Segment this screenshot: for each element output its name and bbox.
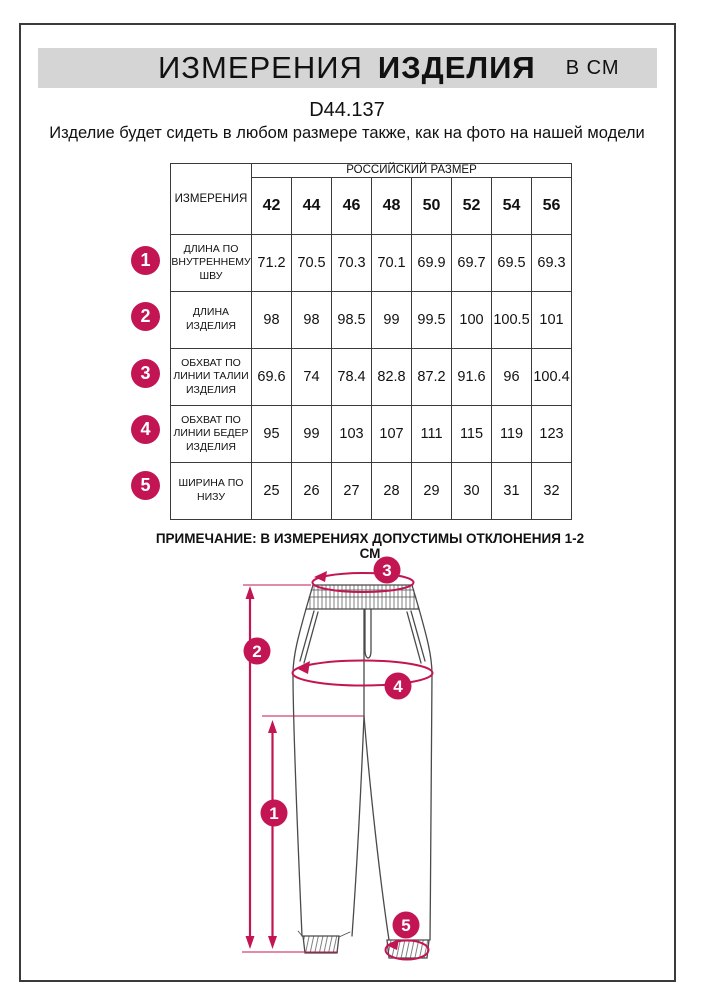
size-column-header: 50	[412, 178, 452, 235]
measurement-value: 29	[412, 463, 452, 520]
measurement-value: 25	[252, 463, 292, 520]
measurement-value: 70.1	[372, 235, 412, 292]
measurement-label: ШИРИНА ПО НИЗУ	[171, 463, 252, 520]
row-marker-5: 5	[131, 471, 160, 500]
size-column-header: 48	[372, 178, 412, 235]
measurement-label: ДЛИНА ПО ВНУТРЕННЕМУ ШВУ	[171, 235, 252, 292]
measurement-value: 70.5	[292, 235, 332, 292]
measurement-value: 91.6	[452, 349, 492, 406]
size-column-header: 46	[332, 178, 372, 235]
marker-number-4: 4	[393, 677, 403, 696]
hip-ellipse	[293, 661, 433, 686]
left-side-seam	[293, 609, 306, 936]
measurement-value: 119	[492, 406, 532, 463]
measurement-value: 100.4	[532, 349, 572, 406]
measurement-value: 26	[292, 463, 332, 520]
table-row	[171, 406, 572, 463]
row-marker-2: 2	[131, 302, 160, 331]
measurement-value: 95	[252, 406, 292, 463]
measurement-label: ДЛИНА ИЗДЕЛИЯ	[171, 292, 252, 349]
measurement-value: 69.9	[412, 235, 452, 292]
fit-note: Изделие будет сидеть в любом размере также, как на фото на нашей модели	[49, 124, 645, 142]
row-marker-4: 4	[131, 415, 160, 444]
table-corner-label: ИЗМЕРЕНИЯ	[171, 164, 252, 235]
table-row	[171, 463, 572, 520]
measurement-value: 100	[452, 292, 492, 349]
measurement-value: 99	[292, 406, 332, 463]
tolerance-note: ПРИМЕЧАНИЕ: В ИЗМЕРЕНИЯХ ДОПУСТИМЫ ОТКЛОНЕНИЯ 1-2 СМ	[155, 531, 585, 561]
left-inseam	[352, 716, 364, 936]
measurement-value: 100.5	[492, 292, 532, 349]
marker-number-2: 2	[252, 642, 262, 661]
measurement-value: 123	[532, 406, 572, 463]
measurement-value: 71.2	[252, 235, 292, 292]
pants-diagram	[236, 555, 448, 967]
size-column-header: 42	[252, 178, 292, 235]
measurement-value: 115	[452, 406, 492, 463]
measurement-value: 107	[372, 406, 412, 463]
measurement-value: 69.6	[252, 349, 292, 406]
title-units-label: В СМ	[565, 56, 620, 79]
title-measurements-label: ИЗМЕРЕНИЯ	[158, 50, 363, 85]
measurement-value: 87.2	[412, 349, 452, 406]
measurement-value: 70.3	[332, 235, 372, 292]
product-code: D44.137	[309, 99, 385, 121]
title-product-label: ИЗДЕЛИЯ	[377, 50, 536, 85]
measurement-value: 31	[492, 463, 532, 520]
measurement-value: 111	[412, 406, 452, 463]
measurement-value: 98.5	[332, 292, 372, 349]
size-column-header: 56	[532, 178, 572, 235]
measurement-value: 32	[532, 463, 572, 520]
measurement-value: 30	[452, 463, 492, 520]
table-row	[171, 349, 572, 406]
measurement-value: 96	[492, 349, 532, 406]
measurement-overlay	[242, 557, 433, 960]
left-cuff	[303, 936, 339, 953]
measurement-value: 69.5	[492, 235, 532, 292]
size-column-header: 52	[452, 178, 492, 235]
marker-number-5: 5	[401, 916, 411, 935]
measurement-value: 99.5	[412, 292, 452, 349]
title-banner	[38, 48, 657, 88]
russian-size-header: РОССИЙСКИЙ РАЗМЕР	[252, 164, 572, 178]
measurement-label: ОБХВАТ ПО ЛИНИИ ТАЛИИ ИЗДЕЛИЯ	[171, 349, 252, 406]
measurement-value: 69.3	[532, 235, 572, 292]
drawstring	[365, 609, 371, 658]
measurement-value: 103	[332, 406, 372, 463]
marker-number-1: 1	[269, 804, 279, 823]
measurement-value: 82.8	[372, 349, 412, 406]
size-table	[170, 163, 572, 520]
marker-number-3: 3	[382, 561, 392, 580]
measurement-value: 27	[332, 463, 372, 520]
table-row	[171, 292, 572, 349]
right-side-seam	[419, 609, 432, 940]
measurement-value: 28	[372, 463, 412, 520]
measurement-value: 98	[292, 292, 332, 349]
table-row	[171, 235, 572, 292]
measurement-value: 98	[252, 292, 292, 349]
measurement-label: ОБХВАТ ПО ЛИНИИ БЕДЕР ИЗДЕЛИЯ	[171, 406, 252, 463]
measurement-value: 99	[372, 292, 412, 349]
measurement-value: 69.7	[452, 235, 492, 292]
size-column-header: 54	[492, 178, 532, 235]
row-marker-3: 3	[131, 359, 160, 388]
measurement-value: 101	[532, 292, 572, 349]
size-column-header: 44	[292, 178, 332, 235]
right-inseam	[364, 716, 389, 940]
row-marker-1: 1	[131, 246, 160, 275]
measurement-value: 78.4	[332, 349, 372, 406]
measurement-value: 74	[292, 349, 332, 406]
pants-outline	[293, 585, 432, 958]
